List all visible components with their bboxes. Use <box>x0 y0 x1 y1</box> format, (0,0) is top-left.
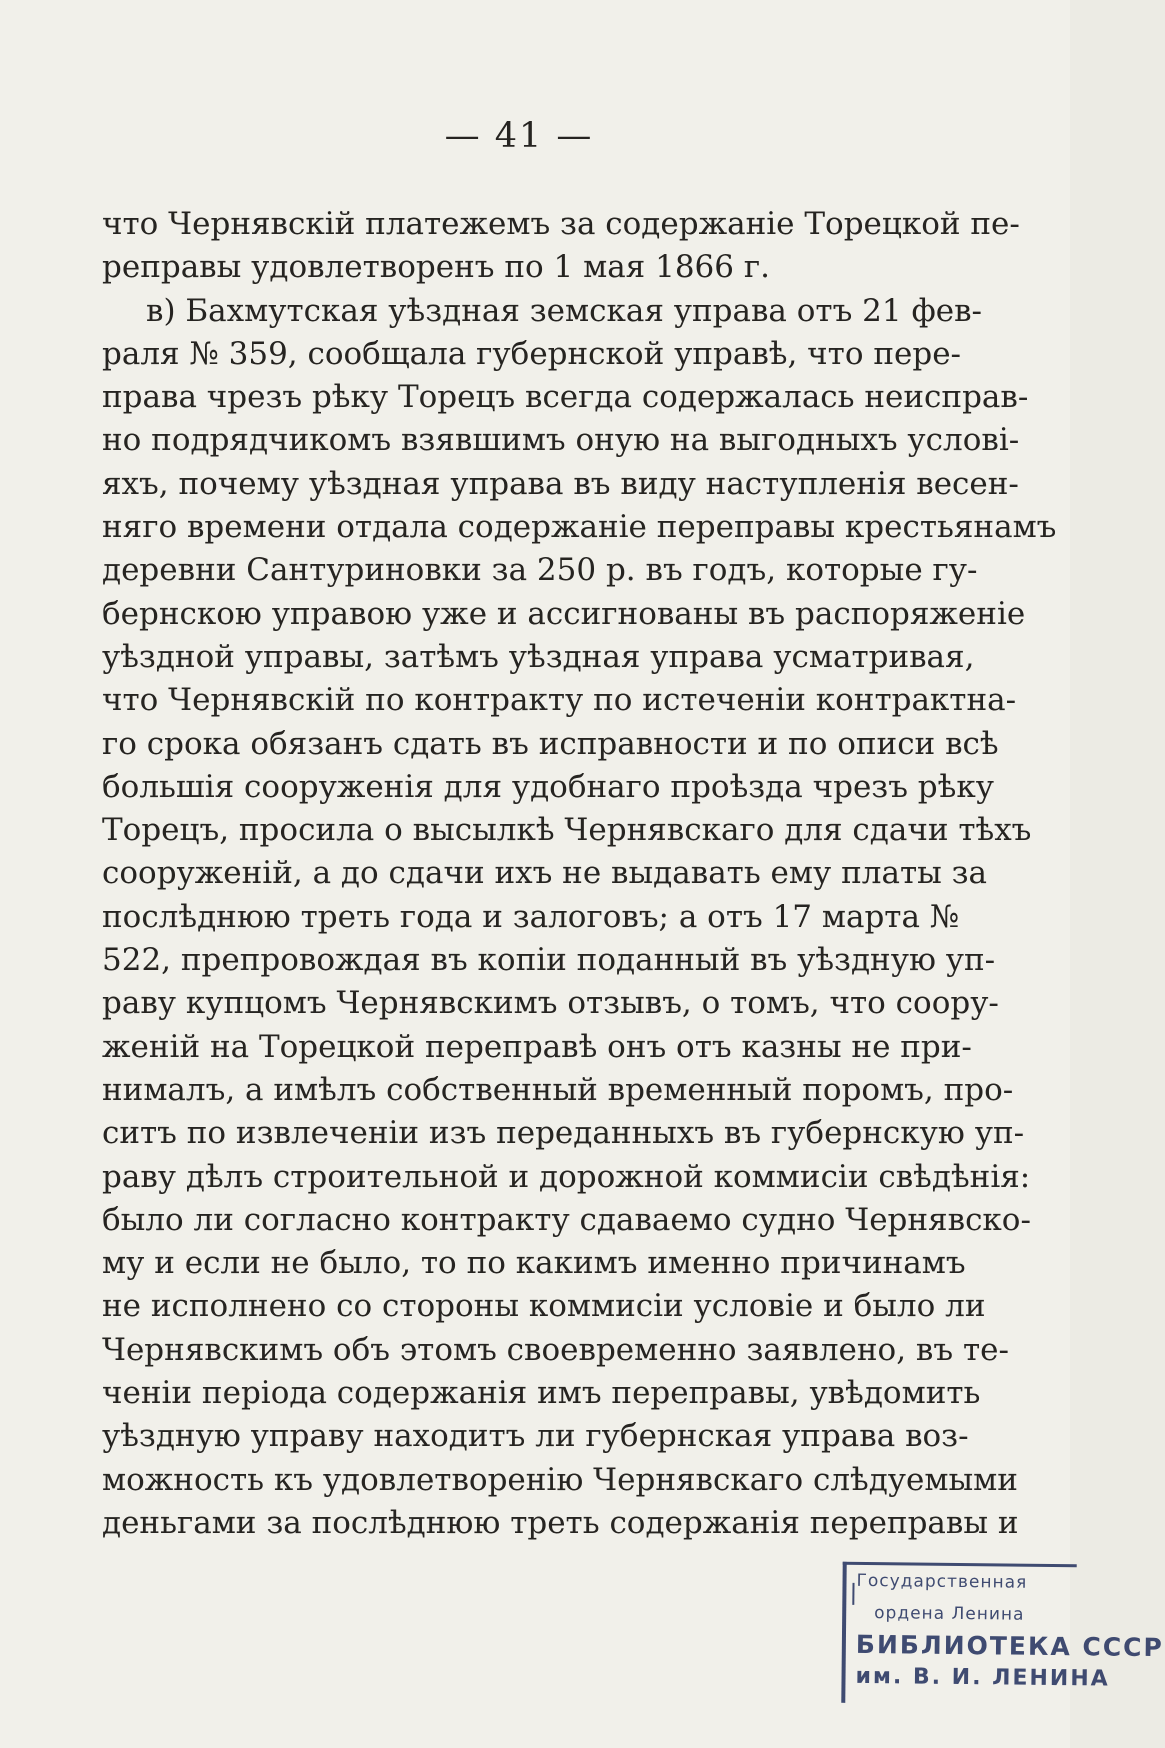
text-line: раву дѣлъ строительной и дорожной коммисіи свѣдѣнія: <box>102 1158 1031 1195</box>
body-text <box>102 203 1057 1545</box>
text-line: 522, препровождая въ копіи поданный въ уѣздную уп- <box>102 942 996 979</box>
text-line: но подрядчикомъ взявшимъ оную на выгодныхъ услові- <box>102 422 1020 459</box>
stamp-line: Государственная <box>856 1570 1028 1593</box>
text-line: можность къ удовлетворенію Чернявскаго слѣдуемыми <box>102 1461 1018 1498</box>
text-line: реправы удовлетворенъ по 1 мая 1866 г. <box>102 249 770 286</box>
text-line: не исполнено со стороны коммисіи условіе и было ли <box>102 1288 986 1325</box>
text-line: права чрезъ рѣку Торецъ всегда содержалась неисправ- <box>102 379 1029 416</box>
text-line: в) Бахмутская уѣздная земская управа отъ 21 фев- <box>146 292 983 329</box>
text-line: уѣздную управу находитъ ли губернская управа воз- <box>102 1418 969 1455</box>
text-line: нималъ, а имѣлъ собственный временный поромъ, про- <box>102 1071 1014 1108</box>
text-line: деревни Сантуриновки за 250 р. въ годъ, которые гу- <box>102 552 978 589</box>
stamp-mark-icon <box>852 1583 860 1605</box>
text-line: бернскою управою уже и ассигнованы въ распоряженіе <box>102 595 1026 632</box>
text-line: что Чернявскій платежемъ за содержаніе Торецкой пе- <box>102 206 1020 242</box>
text-line: послѣднюю треть года и залоговъ; а отъ 17 марта № <box>102 898 960 935</box>
text-line: было ли согласно контракту сдаваемо судно Чернявско- <box>102 1201 1031 1238</box>
text-line: ситъ по извлеченіи изъ переданныхъ въ губернскую уп- <box>102 1115 1025 1152</box>
stamp-line: БИБЛИОТЕКА СССР <box>855 1629 1164 1663</box>
text-line: му и если не было, то по какимъ именно причинамъ <box>102 1245 966 1282</box>
page-number: — 41 — <box>444 116 594 156</box>
text-line: женій на Торецкой переправѣ онъ отъ казны не при- <box>102 1028 972 1065</box>
text-line: раля № 359, сообщала губернской управѣ, что пере- <box>102 335 962 372</box>
text-line: деньгами за послѣднюю треть содержанія переправы и <box>102 1504 1019 1541</box>
text-line: раву купцомъ Чернявскимъ отзывъ, о томъ, что соору- <box>102 985 999 1022</box>
text-line: уѣздной управы, затѣмъ уѣздная управа усматривая, <box>102 638 975 675</box>
stamp-line: ордена Ленина <box>874 1603 1025 1625</box>
text-line: Чернявскимъ объ этомъ своевременно заявлено, въ те- <box>102 1331 1009 1368</box>
text-line: что Чернявскій по контракту по истеченіи контрактна- <box>102 682 1017 719</box>
text-line: сооруженій, а до сдачи ихъ не выдавать ему платы за <box>102 855 988 892</box>
library-stamp <box>841 1562 1164 1705</box>
stamp-line: им. В. И. ЛЕНИНА <box>855 1663 1110 1692</box>
text-line: го срока обязанъ сдать въ исправности и по описи всѣ <box>102 725 999 762</box>
text-line: няго времени отдала содержаніе переправы крестьянамъ <box>102 509 1057 546</box>
text-line: большія сооруженія для удобнаго проѣзда чрезъ рѣку <box>102 768 994 805</box>
text-line: яхъ, почему уѣздная управа въ виду наступленія весен- <box>102 465 1019 502</box>
text-line: Торецъ, просила о высылкѣ Чернявскаго для сдачи тѣхъ <box>102 812 1032 849</box>
text-line: ченіи періода содержанія имъ переправы, увѣдомить <box>102 1375 981 1412</box>
